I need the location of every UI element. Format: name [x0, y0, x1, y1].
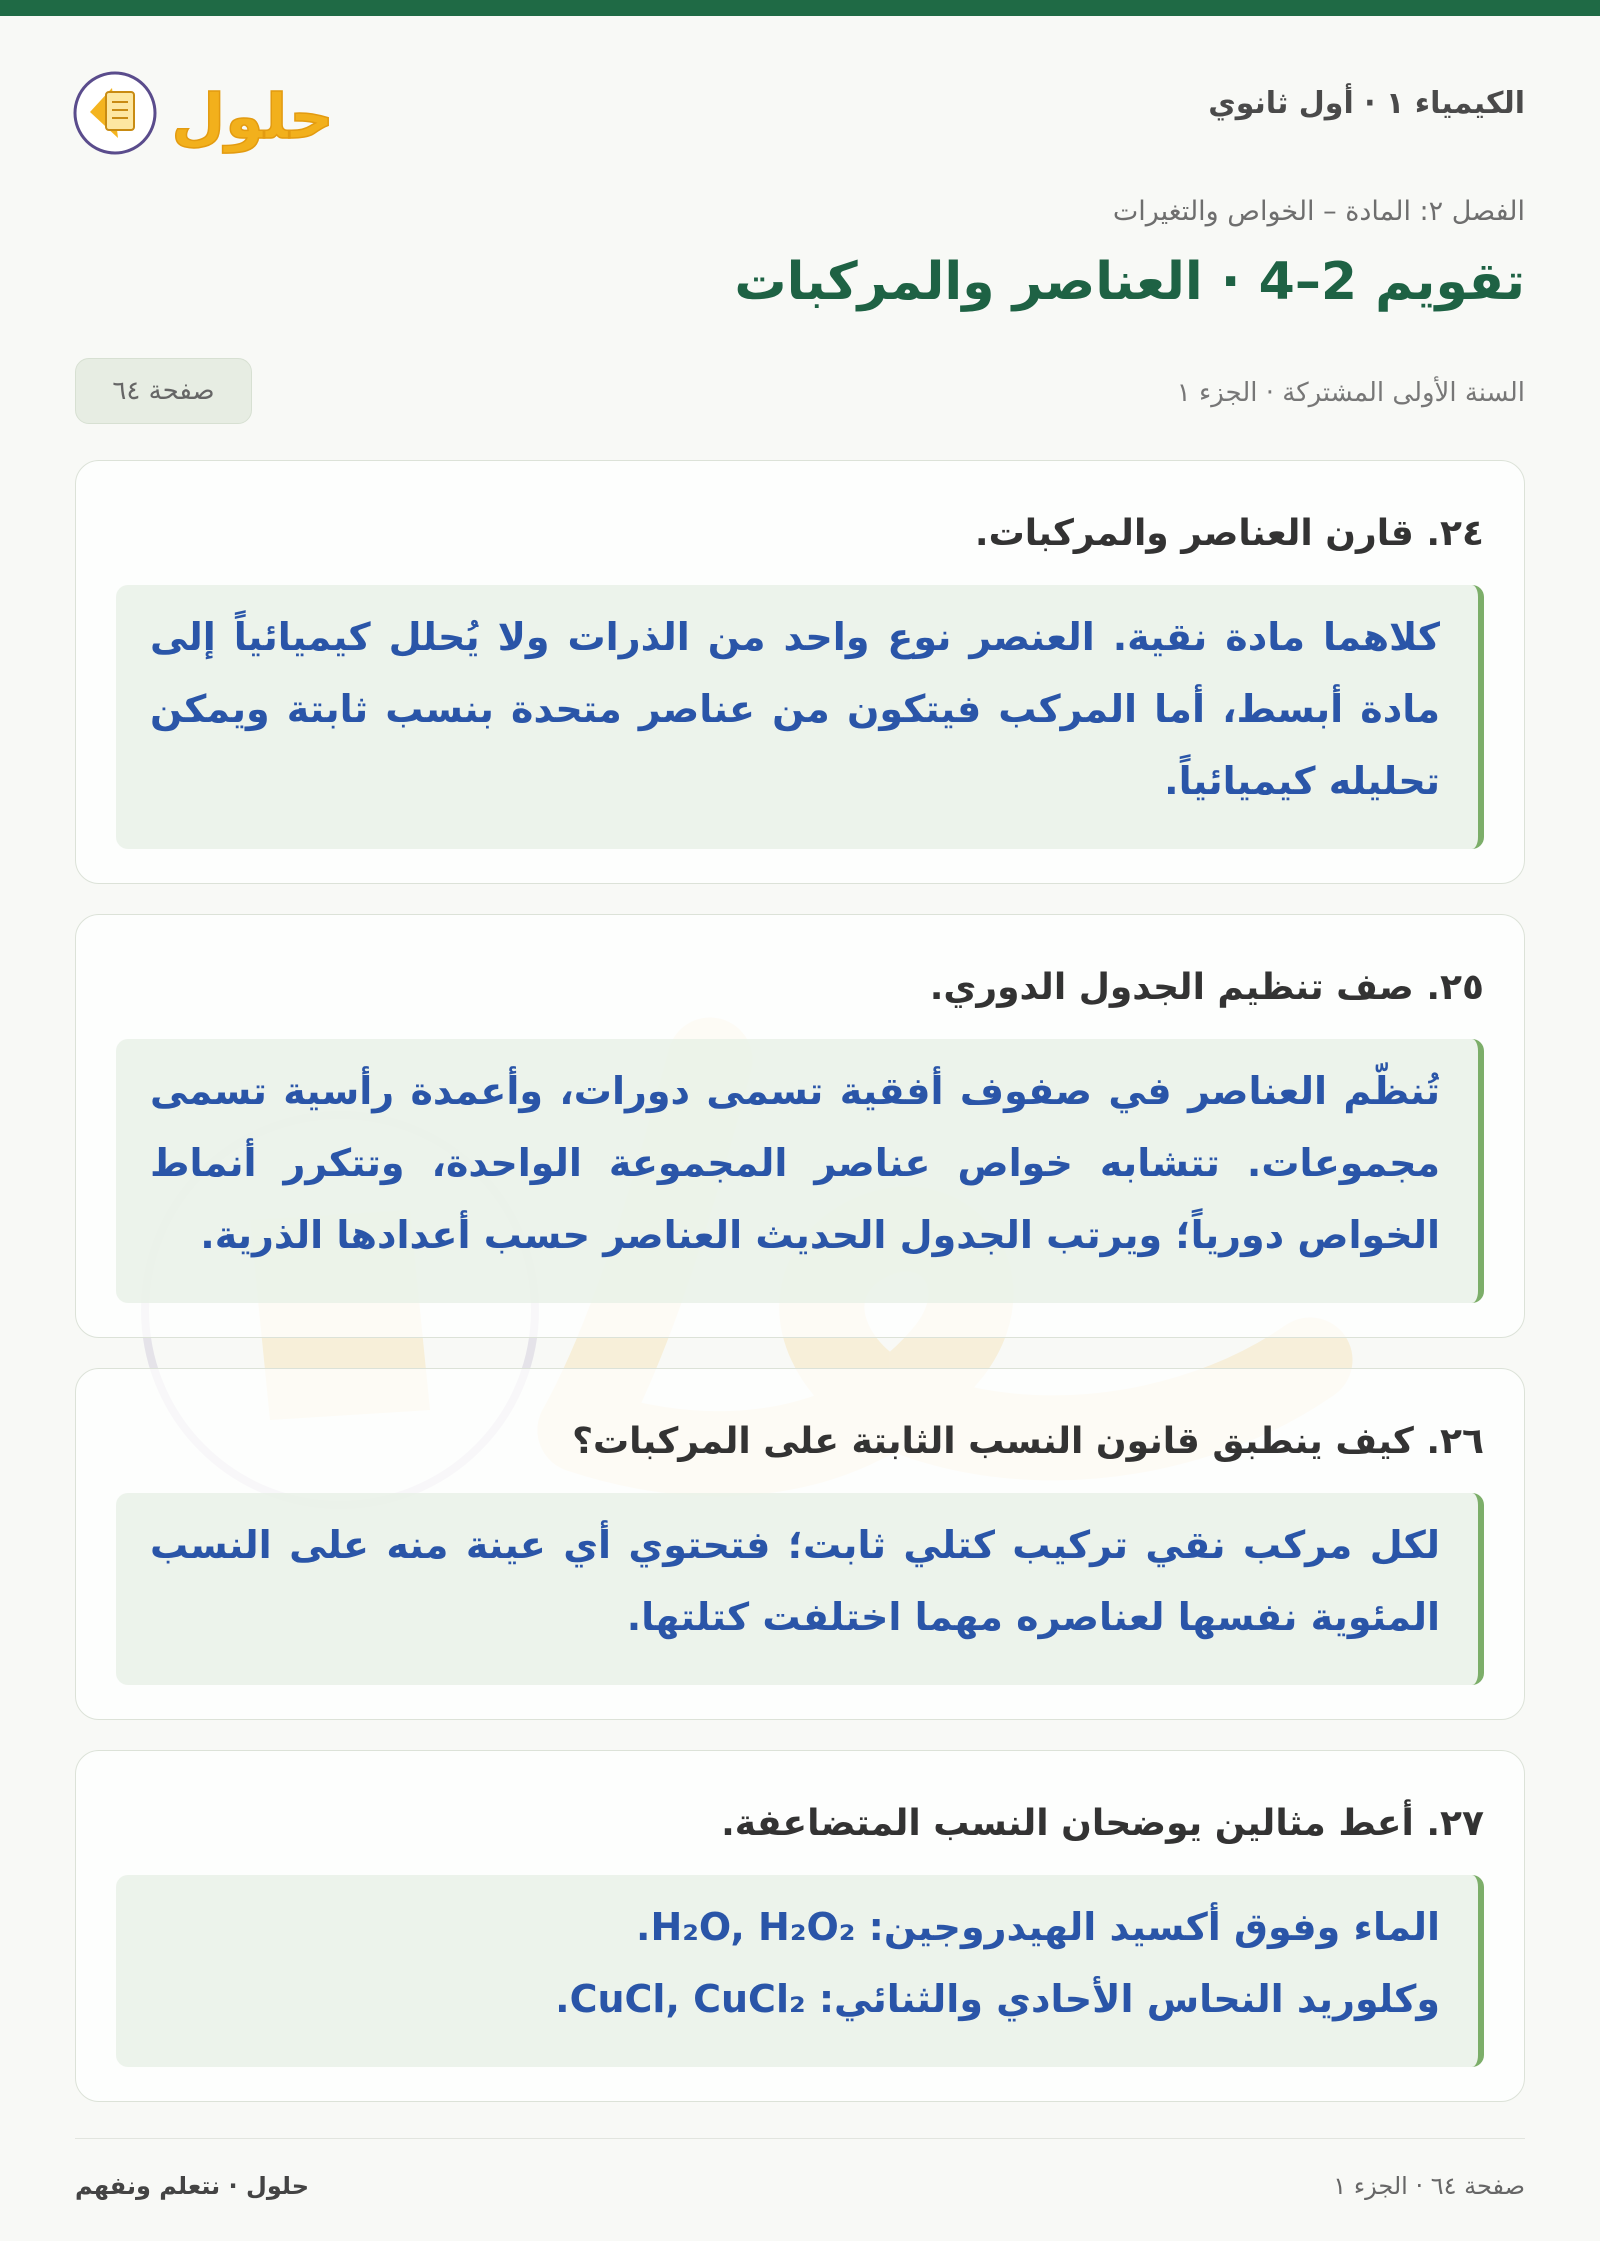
top-accent-bar [0, 0, 1600, 16]
logo-text: حلول [171, 80, 334, 153]
answer-box [116, 1875, 1484, 2067]
question-card-26 [75, 1368, 1525, 1720]
subject-title: الكيمياء ١ · أول ثانوي [1208, 86, 1525, 121]
answer-line: كلاهما مادة نقية. العنصر نوع واحد من الذرات ولا يُحلل كيميائياً إلى [150, 615, 1440, 659]
page-title: تقويم 2–4 · العناصر والمركبات [734, 252, 1525, 312]
question-card-25 [75, 914, 1525, 1338]
answer-box [116, 1493, 1484, 1685]
answer-line: تُنظّم العناصر في صفوف أفقية تسمى دورات، وأعمدة رأسية تسمى [150, 1069, 1440, 1113]
footer-page-info: صفحة ٦٤ · الجزء ١ [1333, 2172, 1525, 2200]
question-card-27 [75, 1750, 1525, 2102]
answer-line: وكلوريد النحاس الأحادي والثنائي: CuCl, CuCl₂. [555, 1977, 1440, 2021]
answer-box [116, 585, 1484, 849]
answer-line: مادة أبسط، أما المركب فيتكون من عناصر متحدة بنسب ثابتة ويمكن [150, 687, 1440, 731]
answer-line: المئوية نفسها لعناصره مهما اختلفت كتلتها. [626, 1595, 1440, 1639]
grade-part-label: السنة الأولى المشتركة · الجزء ١ [1176, 378, 1525, 408]
footer-divider [75, 2138, 1525, 2139]
question-text: ٢٧. أعط مثالين يوضحان النسب المتضاعفة. [721, 1803, 1484, 1844]
brand-logo[interactable] [72, 50, 342, 160]
answer-line: الخواص دورياً؛ ويرتب الجدول الحديث العناصر حسب أعدادها الذرية. [200, 1213, 1440, 1257]
answer-line: تحليله كيميائياً. [1164, 759, 1440, 803]
answer-box [116, 1039, 1484, 1303]
question-text: ٢٦. كيف ينطبق قانون النسب الثابتة على المركبات؟ [572, 1421, 1484, 1462]
answer-line: لكل مركب نقي تركيب كتلي ثابت؛ فتحتوي أي عينة منه على النسب [150, 1523, 1440, 1567]
question-text: ٢٤. قارن العناصر والمركبات. [974, 513, 1484, 554]
chapter-label: الفصل ٢: المادة – الخواص والتغيرات [1112, 196, 1525, 227]
answer-line: الماء وفوق أكسيد الهيدروجين: H₂O, H₂O₂. [636, 1905, 1440, 1949]
question-text: ٢٥. صف تنظيم الجدول الدوري. [929, 967, 1484, 1008]
question-card-24 [75, 460, 1525, 884]
page-number-badge: صفحة ٦٤ [75, 358, 252, 424]
footer-brand-tagline: حلول · نتعلم ونفهم [75, 2172, 309, 2200]
answer-line: مجموعات. تتشابه خواص عناصر المجموعة الواحدة، وتتكرر أنماط [150, 1141, 1440, 1185]
